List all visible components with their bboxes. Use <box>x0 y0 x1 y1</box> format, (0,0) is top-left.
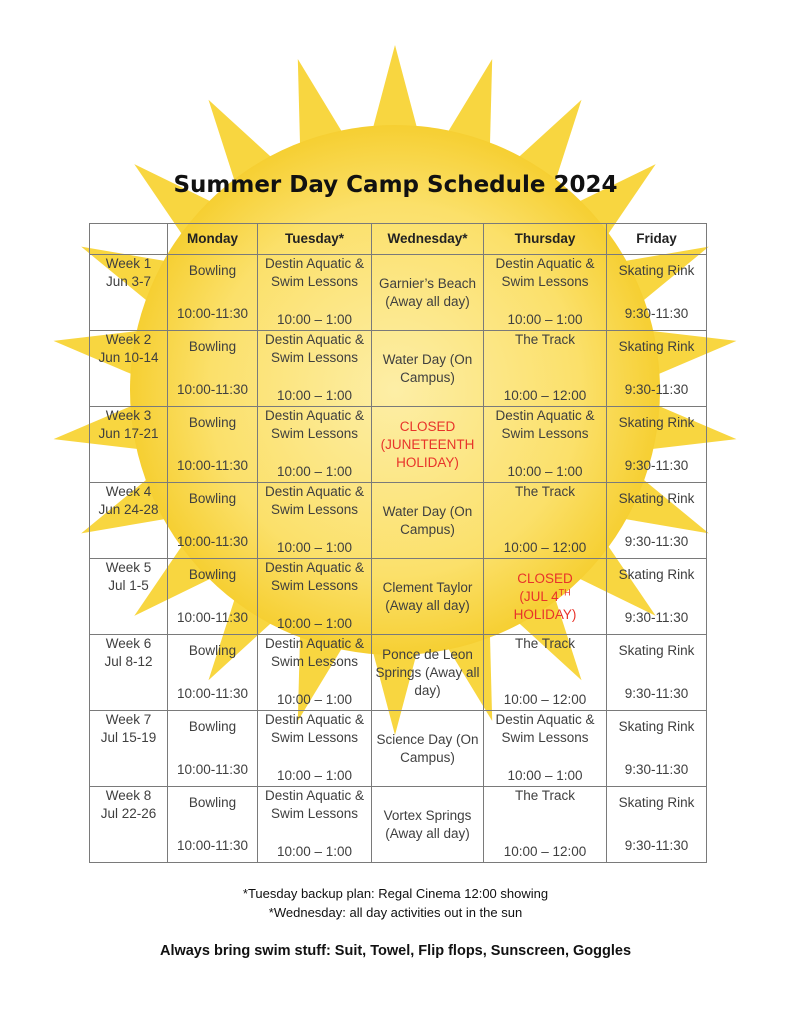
activity: Skating Rink <box>618 567 695 582</box>
header-friday: Friday <box>607 224 707 255</box>
thursday-cell <box>484 255 607 331</box>
footnotes <box>0 884 791 922</box>
monday-cell <box>168 787 258 863</box>
activity-time: 10:00-11:30 <box>176 534 249 549</box>
tuesday-cell <box>258 483 372 559</box>
activity-time: 10:00 – 12:00 <box>503 540 587 555</box>
week-dates: Jun 24-28 <box>98 502 159 517</box>
activity: Vortex Springs (Away all day) <box>383 807 472 841</box>
header-week <box>90 224 168 255</box>
tuesday-cell <box>258 559 372 635</box>
activity-time: 10:00-11:30 <box>176 382 249 397</box>
week-dates: Jul 15-19 <box>100 730 157 745</box>
friday-cell <box>607 331 707 407</box>
activity-time: 9:30-11:30 <box>624 382 689 397</box>
activity-time: 10:00-11:30 <box>176 686 249 701</box>
week-cell <box>90 407 168 483</box>
activity-time: 10:00-11:30 <box>176 610 249 625</box>
thursday-cell <box>484 635 607 711</box>
activity-time: 10:00 – 12:00 <box>503 388 587 403</box>
activity-time: 10:00 – 1:00 <box>276 692 353 707</box>
monday-cell <box>168 483 258 559</box>
week-dates: Jul 8-12 <box>104 654 153 669</box>
footnote-tuesday: *Tuesday backup plan: Regal Cinema 12:00 showing <box>242 886 549 901</box>
wednesday-cell <box>372 331 484 407</box>
activity-time: 10:00 – 1:00 <box>276 388 353 403</box>
activity-time: 10:00-11:30 <box>176 306 249 321</box>
week-cell <box>90 559 168 635</box>
monday-cell <box>168 407 258 483</box>
table-row <box>90 331 707 407</box>
wednesday-cell <box>372 255 484 331</box>
week-cell <box>90 331 168 407</box>
activity-time: 9:30-11:30 <box>624 306 689 321</box>
week-label: Week 8 <box>105 788 152 803</box>
activity-time: 9:30-11:30 <box>624 534 689 549</box>
header-monday: Monday <box>168 224 258 255</box>
header-tuesday: Tuesday* <box>258 224 372 255</box>
table-row <box>90 635 707 711</box>
week-dates: Jun 17-21 <box>98 426 159 441</box>
page-title: Summer Day Camp Schedule 2024 <box>173 172 618 198</box>
friday-cell <box>607 255 707 331</box>
activity: Skating Rink <box>618 643 695 658</box>
activity-time: 10:00 – 1:00 <box>276 768 353 783</box>
week-cell <box>90 255 168 331</box>
header-wednesday: Wednesday* <box>372 224 484 255</box>
week-label: Week 3 <box>105 408 152 423</box>
activity-time: 10:00 – 1:00 <box>276 616 353 631</box>
activity: The Track <box>514 484 576 499</box>
activity: The Track <box>514 788 576 803</box>
activity: Clement Taylor (Away all day) <box>382 579 473 613</box>
closed-reason: (JUL 4 <box>519 588 559 604</box>
tuesday-cell <box>258 635 372 711</box>
week-label: Week 5 <box>105 560 152 575</box>
activity-time: 9:30-11:30 <box>624 610 689 625</box>
closed-sup: TH <box>558 587 571 597</box>
thursday-cell <box>484 787 607 863</box>
table-row <box>90 483 707 559</box>
activity: Destin Aquatic & Swim Lessons <box>264 408 365 441</box>
table-row <box>90 559 707 635</box>
activity: Science Day (On Campus) <box>376 731 479 765</box>
table-row <box>90 787 707 863</box>
week-label: Week 1 <box>105 256 152 271</box>
activity: Destin Aquatic & Swim Lessons <box>495 408 595 441</box>
activity: Skating Rink <box>618 415 695 430</box>
activity: The Track <box>514 636 576 651</box>
tuesday-cell <box>258 255 372 331</box>
week-label: Week 2 <box>105 332 152 347</box>
activity-time: 10:00-11:30 <box>176 762 249 777</box>
activity: Destin Aquatic & Swim Lessons <box>495 256 595 289</box>
thursday-cell <box>484 407 607 483</box>
wednesday-cell <box>372 407 484 483</box>
activity-time: 10:00 – 1:00 <box>507 768 583 783</box>
wednesday-cell <box>372 483 484 559</box>
monday-cell <box>168 559 258 635</box>
friday-cell <box>607 711 707 787</box>
week-dates: Jul 22-26 <box>100 806 157 821</box>
activity-time: 9:30-11:30 <box>624 762 689 777</box>
activity-time: 9:30-11:30 <box>624 686 689 701</box>
table-row <box>90 711 707 787</box>
activity-time: 10:00-11:30 <box>176 458 249 473</box>
activity-time: 10:00 – 1:00 <box>276 540 353 555</box>
friday-cell <box>607 483 707 559</box>
friday-cell <box>607 407 707 483</box>
thursday-cell <box>484 559 607 635</box>
activity: Bowling <box>188 567 237 582</box>
activity: Garnier’s Beach (Away all day) <box>378 275 477 309</box>
week-dates: Jun 3-7 <box>105 274 152 289</box>
monday-cell <box>168 635 258 711</box>
thursday-cell <box>484 483 607 559</box>
activity-time: 10:00 – 1:00 <box>276 844 353 859</box>
activity-time: 10:00 – 1:00 <box>276 312 353 327</box>
closed-label: CLOSED <box>517 570 573 586</box>
table-row <box>90 255 707 331</box>
wednesday-cell <box>372 787 484 863</box>
activity: Skating Rink <box>618 719 695 734</box>
friday-cell <box>607 559 707 635</box>
tuesday-cell <box>258 787 372 863</box>
activity: Destin Aquatic & Swim Lessons <box>264 712 365 745</box>
tuesday-cell <box>258 711 372 787</box>
wednesday-cell <box>372 559 484 635</box>
week-label: Week 6 <box>105 636 152 651</box>
activity: Destin Aquatic & Swim Lessons <box>264 484 365 517</box>
activity: Destin Aquatic & Swim Lessons <box>495 712 595 745</box>
activity: Bowling <box>188 263 237 278</box>
bring-reminder: Always bring swim stuff: Suit, Towel, Flip flops, Sunscreen, Goggles <box>159 943 632 959</box>
activity: CLOSED (JUNETEENTH HOLIDAY) <box>380 418 475 470</box>
monday-cell <box>168 331 258 407</box>
header-thursday: Thursday <box>484 224 607 255</box>
activity-time: 10:00 – 12:00 <box>503 844 587 859</box>
week-cell <box>90 711 168 787</box>
week-cell <box>90 787 168 863</box>
activity: Destin Aquatic & Swim Lessons <box>264 332 365 365</box>
thursday-cell <box>484 711 607 787</box>
activity-time: 10:00 – 1:00 <box>507 312 583 327</box>
activity-time: 9:30-11:30 <box>624 838 689 853</box>
activity: Bowling <box>188 415 237 430</box>
activity: Bowling <box>188 491 237 506</box>
activity-time: 10:00 – 1:00 <box>276 464 353 479</box>
monday-cell <box>168 711 258 787</box>
footnote-wednesday: *Wednesday: all day activities out in the sun <box>268 905 523 920</box>
activity: Skating Rink <box>618 263 695 278</box>
tuesday-cell <box>258 331 372 407</box>
activity: Bowling <box>188 643 237 658</box>
week-dates: Jul 1-5 <box>108 578 149 593</box>
wednesday-cell <box>372 635 484 711</box>
activity: Destin Aquatic & Swim Lessons <box>264 788 365 821</box>
activity: Skating Rink <box>618 339 695 354</box>
wednesday-cell <box>372 711 484 787</box>
week-dates: Jun 10-14 <box>98 350 159 365</box>
activity: Bowling <box>188 339 237 354</box>
activity: Skating Rink <box>618 491 695 506</box>
schedule-table <box>89 223 707 863</box>
friday-cell <box>607 787 707 863</box>
table-row <box>90 407 707 483</box>
closed-holiday: HOLIDAY) <box>513 606 577 622</box>
week-label: Week 4 <box>105 484 152 499</box>
activity: Bowling <box>188 719 237 734</box>
week-cell <box>90 635 168 711</box>
activity: Destin Aquatic & Swim Lessons <box>264 256 365 289</box>
activity: Water Day (On Campus) <box>382 503 473 537</box>
week-cell <box>90 483 168 559</box>
activity: Skating Rink <box>618 795 695 810</box>
tuesday-cell <box>258 407 372 483</box>
activity: Destin Aquatic & Swim Lessons <box>264 636 365 669</box>
activity-time: 10:00 – 1:00 <box>507 464 583 479</box>
thursday-cell <box>484 331 607 407</box>
activity: Ponce de Leon Springs (Away all day) <box>375 646 480 698</box>
activity-time: 9:30-11:30 <box>624 458 689 473</box>
header-row <box>90 224 707 255</box>
friday-cell <box>607 635 707 711</box>
activity: Bowling <box>188 795 237 810</box>
monday-cell <box>168 255 258 331</box>
activity-time: 10:00-11:30 <box>176 838 249 853</box>
week-label: Week 7 <box>105 712 152 727</box>
activity-time: 10:00 – 12:00 <box>503 692 587 707</box>
activity: Water Day (On Campus) <box>382 351 473 385</box>
activity: Destin Aquatic & Swim Lessons <box>264 560 365 593</box>
activity: The Track <box>514 332 576 347</box>
